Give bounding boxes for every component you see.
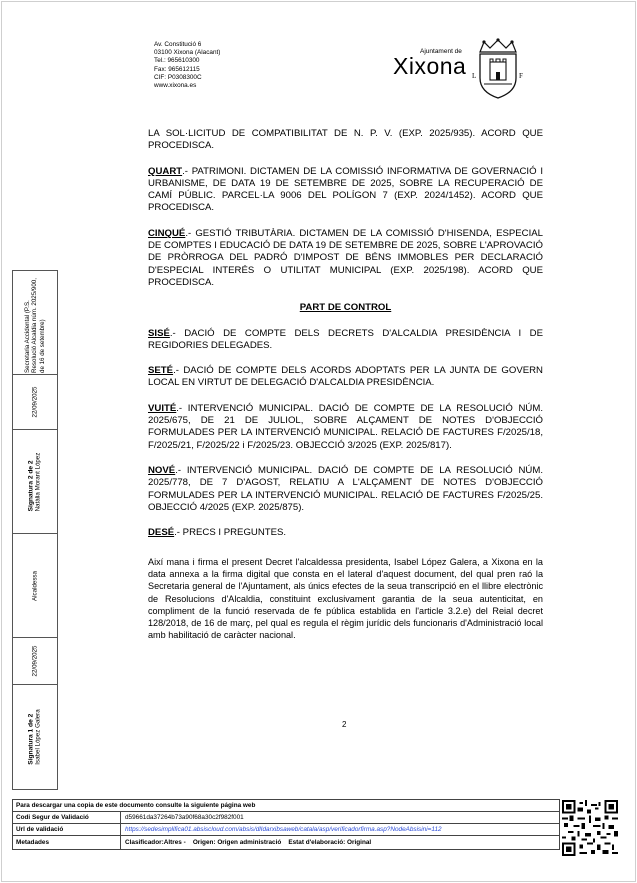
item-text: .- INTERVENCIÓ MUNICIPAL. DACIÓ DE COMPTE DE LA RESOLUCIÓ NÚM. 2025/675, DE 21 DE JULIOL, SOBRE ALÇAMENT DE NOTES D'OBJECCIÓ FORMULADES PER LA INTERVENCIÓ MUNICIPAL. RELACIÓ DE FACTURES F/2025/18, F/2025/21, F/2025/22 i F/2025/23. OBJECCIÓ 3/2025 (EXP. 2025/817). — [148, 402, 543, 451]
address-line: Av. Constitució 6 — [154, 41, 202, 48]
logo-title: Xixona — [393, 53, 467, 79]
item-lead: QUART — [148, 165, 183, 177]
closing-paragraph: Així mana i firma el present Decret l'alcaldessa presidenta, Isabel López Galera, a Xixona en la data annexa a la firma digital que consta en el lateral d'aquest document, del qual pren raó la Secretaria general de l'Ajuntament, als únics efectes de la seua transcripció en el llibre electrònic de Resolucions d'Alcaldia, constituint exclusivament garantia de la seua autenticitat, en compliment de la funció reservada de fe pública establida en l'article 3.2.e) del Reial decret 128/2018, de 16 de març, pel qual es regula el règim jurídic dels funcionaris d'Administració local amb habilitació de caràcter nacional. — [148, 557, 543, 641]
signature-2-name: Natàlia Morant López — [35, 452, 42, 511]
address-line: CIF: P0308300C — [154, 73, 202, 81]
metadata-row — [13, 836, 559, 849]
coat-of-arms-icon — [470, 38, 526, 100]
address-line: www.xixona.es — [154, 82, 197, 90]
address-line: Fax: 965612115 — [154, 65, 200, 73]
item-lead: NOVÉ — [148, 464, 176, 476]
address-block — [154, 41, 220, 90]
agenda-item-sete — [148, 365, 543, 390]
signature-1-date-cell — [12, 637, 58, 685]
csv-label: Codi Segur de Validació — [13, 812, 121, 823]
download-notice: Para descargar una copia de este documento consulte la siguiente página web — [13, 800, 559, 812]
crest-letter-left: L — [472, 72, 477, 80]
item-text: .- INTERVENCIÓ MUNICIPAL. DACIÓ DE COMPTE DE LA RESOLUCIÓ NÚM. 2025/778, DE 7 D'AGOST, RELATIU A L'ALÇAMENT DE NOTES D'OBJECCIÓ FORMULADES PER LA INTERVENCIÓ MUNICIPAL. RELACIÓ DE FACTURES F/2025/25. OBJECCIÓ 4/2025 (EXP. 2025/875). — [148, 464, 543, 513]
agenda-item-cinque — [148, 228, 543, 289]
item-lead: DESÉ — [148, 527, 175, 539]
signature-2-name-cell — [12, 429, 58, 534]
csv-value: d59661da37264b73a90f68a30c2f982f001 — [125, 814, 244, 821]
csv-row — [13, 812, 559, 824]
agenda-item-dese — [148, 527, 543, 539]
verification-table — [12, 799, 560, 850]
item-text: .- PRECS I PREGUNTES. — [174, 527, 287, 539]
signature-column — [12, 270, 58, 790]
metadata-label: Metadades — [13, 836, 121, 849]
item-lead: SETÉ — [148, 365, 174, 377]
item-text: .- DACIÓ DE COMPTE DELS DECRETS D'ALCALDIA PRESIDÈNCIA I DE REGIDORIES DELEGADES. — [148, 327, 543, 351]
crest-letter-right: F — [519, 72, 523, 80]
agenda-item-vuite — [148, 403, 543, 452]
item-lead: VUITÉ — [148, 402, 177, 414]
validation-link[interactable]: https://sedesimplifica01.absiscloud.com/absis/dlIdarxibsaweb/catala/asp/verificadorfirma.asp?NodeAbsisini=112 — [125, 826, 442, 833]
signature-1-label — [28, 709, 43, 764]
item-lead: CINQUÉ — [148, 227, 186, 239]
signature-1-date: 22/09/2025 — [31, 645, 39, 677]
signature-2-date: 22/09/2025 — [31, 386, 39, 418]
control-heading: PART DE CONTROL — [299, 302, 392, 314]
signature-1-title: Signatura 1 de 2 — [27, 713, 35, 765]
intro-paragraph: LA SOL·LICITUD DE COMPATIBILITAT DE N. P. V. (EXP. 2025/935). ACORD QUE PROCEDISCA. — [148, 128, 543, 152]
address-line: Tel.: 965610300 — [154, 57, 200, 65]
agenda-item-sise — [148, 328, 543, 353]
item-lead: SISÉ — [148, 327, 170, 339]
decree-body — [148, 128, 543, 552]
signature-1-name-cell — [12, 684, 58, 790]
item-text: .- DACIÓ DE COMPTE DELS ACORDS ADOPTATS PER LA JUNTA DE GOVERN LOCAL EN VIRTUT DE DELEGACIÓ D'ALCALDIA PRESIDÈNCIA. — [148, 365, 543, 389]
qr-code-icon — [562, 800, 618, 856]
agenda-item-quart — [148, 166, 543, 215]
page-number: 2 — [342, 720, 347, 729]
url-label: Url de validació — [13, 824, 121, 835]
signature-1-name: Isabel López Galera — [35, 709, 42, 765]
signature-1-role-cell — [12, 533, 58, 638]
item-text: .- GESTIÓ TRIBUTÀRIA. DICTAMEN DE LA COMISSIÓ D'HISENDA, ESPECIAL DE COMPTES I EDUCACIÓ DE DATA 19 DE SETEMBRE DE 2025, SOBRE L'APROVACIÓ DE PRÒRROGA DEL PADRÓ D'IMPOST DE BÉNS IMMOBLES PER DECLARACIÓ D'ESPECIAL INTERÉS O UTILITAT MUNICIPAL (EXP. 2025/198). ACORD QUE PROCEDISCA. — [148, 227, 543, 288]
signature-2-title: Signatura 2 de 2 — [27, 459, 35, 511]
item-text: .- PATRIMONI. DICTAMEN DE LA COMISSIÓ INFORMATIVA DE GOVERNACIÓ I URBANISME, DE DATA 19 DE SETEMBRE DE 2025, SOBRE LA RECUPERACIÓ DE CAMÍ PÚBLIC. PARCEL·LA 9006 DEL POLÍGON 7 (EXP. 2024/1452). ACORD QUE PROCEDISCA. — [148, 165, 543, 214]
signature-2-date-cell — [12, 374, 58, 430]
signature-2-label — [28, 452, 43, 511]
url-row — [13, 824, 559, 836]
signature-1-role: Alcaldessa — [31, 570, 39, 601]
agenda-item-nove — [148, 465, 543, 514]
metadata-value: Clasificador:Altres - Origen: Origen administració Estat d'elaboració: Original — [125, 839, 372, 846]
signature-2-role: Secretaria Accidental (P.S. Resolució Alcaldia núm. 2025/900, de 16 de setembre) — [23, 277, 46, 373]
address-line: 03100 Xixona (Alacant) — [154, 49, 221, 57]
logo-subtitle: Ajuntament de — [420, 48, 462, 55]
signature-2-role-cell — [12, 270, 58, 375]
